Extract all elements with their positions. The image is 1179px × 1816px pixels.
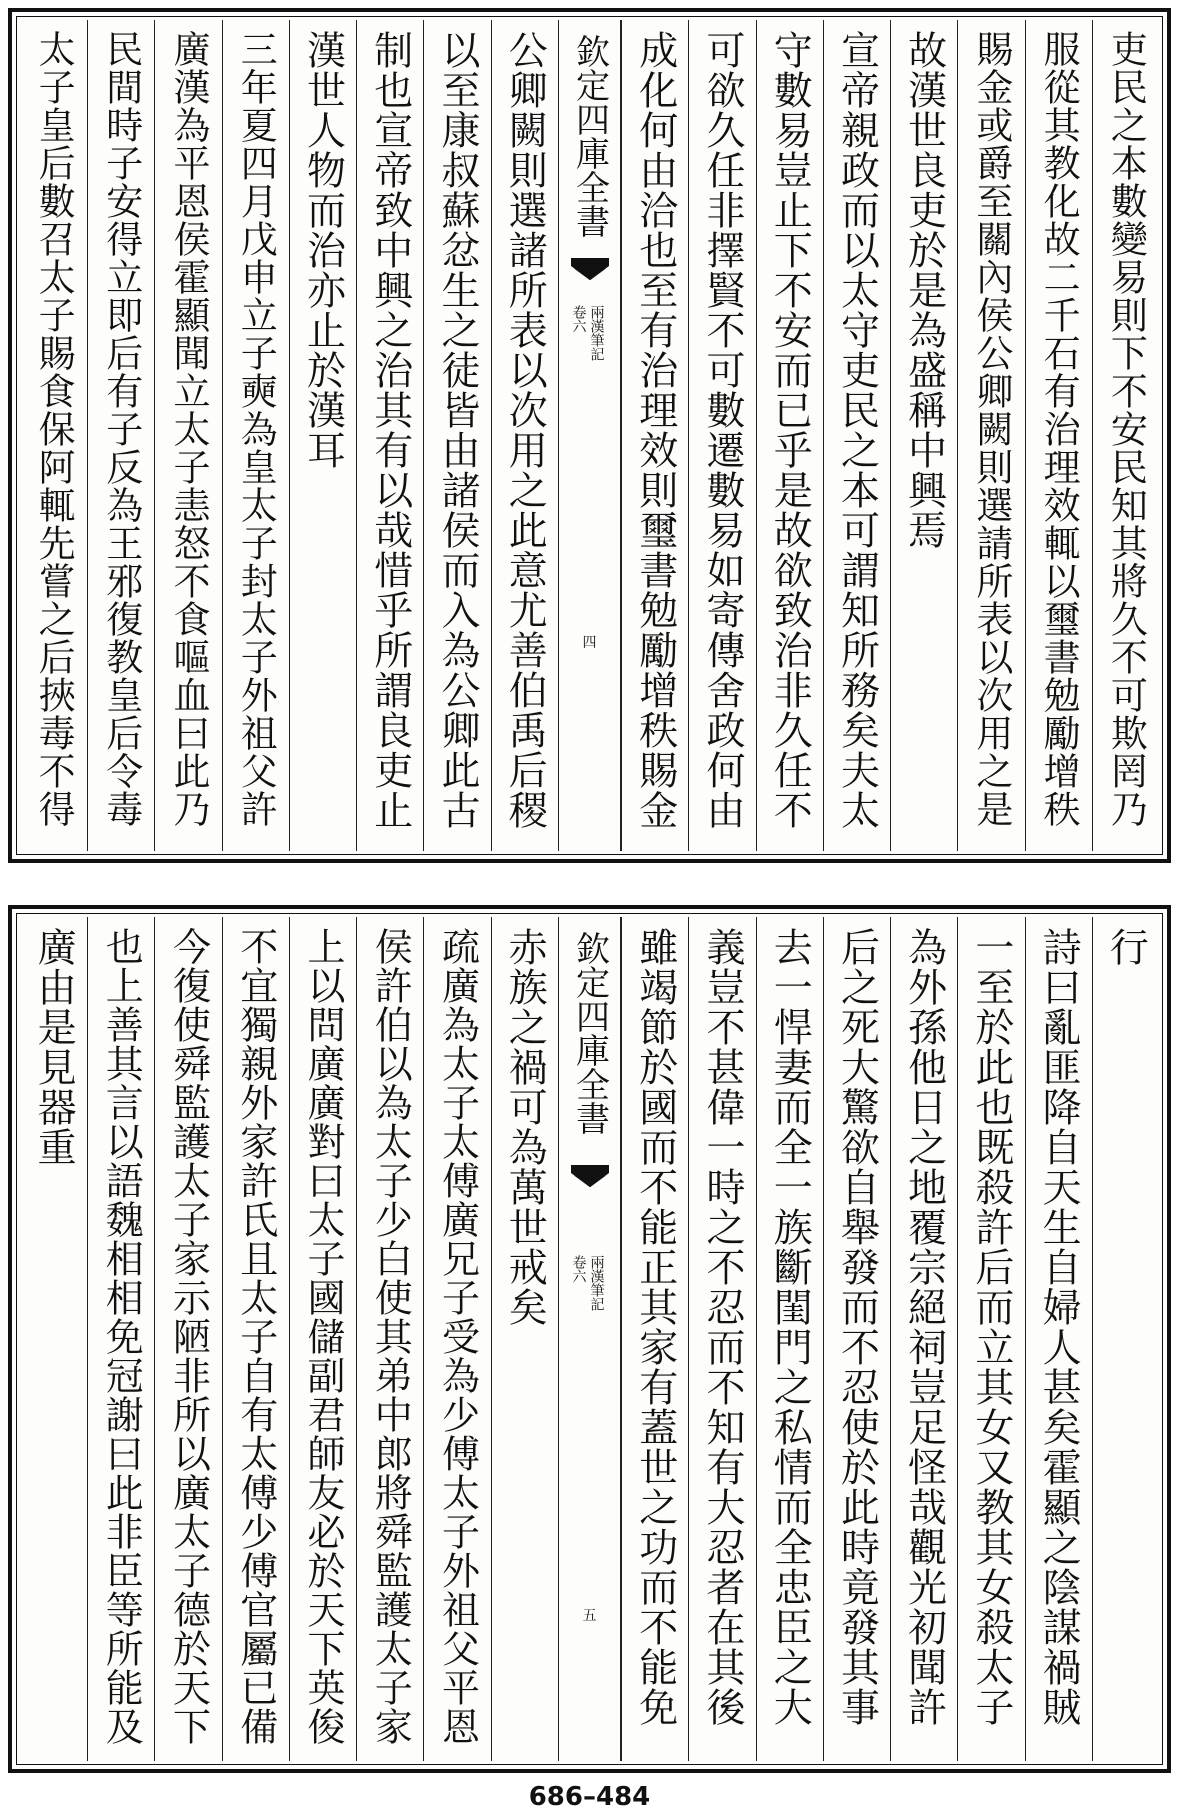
text-column <box>20 20 87 851</box>
text-column <box>222 20 289 851</box>
text-column <box>1092 20 1159 851</box>
column-text: 守數易豈止下不安而已乎是故欲致治非久任不 <box>767 30 813 830</box>
text-column <box>688 917 755 1761</box>
column-text: 漢世人物而治亦止於漢耳 <box>300 30 346 470</box>
column-text: 一至於此也既殺許后而立其女又教其女殺太子 <box>968 927 1014 1727</box>
text-column <box>423 917 490 1761</box>
text-column <box>1025 20 1092 851</box>
column-text: 廣漢為平恩侯霍顯聞立太子恚怒不食嘔血曰此乃 <box>167 30 211 828</box>
column-text: 廣由是見器重 <box>31 927 77 1167</box>
text-column <box>621 20 688 851</box>
folio-number: 四 <box>582 635 597 651</box>
text-column <box>756 917 823 1761</box>
text-column <box>1092 917 1159 1761</box>
column-text: 后之死大驚欲自舉發而不忍使於此時竟發其事 <box>834 927 880 1727</box>
text-column <box>87 20 154 851</box>
text-column <box>621 917 688 1761</box>
column-text: 詩曰亂匪降自天生自婦人甚矣霍顯之陰謀禍賊 <box>1036 927 1082 1727</box>
text-column <box>289 917 356 1761</box>
text-column <box>957 20 1024 851</box>
column-text: 公卿闕則選諸所表以次用之此意尤善伯禹后稷 <box>502 30 548 830</box>
text-column <box>957 917 1024 1761</box>
text-column <box>356 917 423 1761</box>
page-footer-number: 686–484 <box>528 1782 651 1812</box>
library-title: 欽定四庫全書 <box>569 34 610 238</box>
column-text: 制也宣帝致中興之治其有以哉惜乎所謂良吏止 <box>367 30 413 830</box>
text-column <box>289 20 356 851</box>
text-column <box>491 20 558 851</box>
book-title: 兩漢筆記 <box>588 305 605 361</box>
text-column <box>756 20 823 851</box>
upper-page-panel <box>8 8 1171 863</box>
library-title: 欽定四庫全書 <box>569 931 610 1135</box>
column-text: 上以問廣廣對曰太子國儲副君師友必於天下英俊 <box>301 927 345 1746</box>
fishtail-mark-icon <box>571 1165 609 1195</box>
text-column <box>491 917 558 1761</box>
column-text: 疏廣為太子太傅廣兄子受為少傅太子外祖父平恩 <box>435 927 480 1746</box>
text-column <box>423 20 490 851</box>
text-column <box>222 917 289 1761</box>
text-column <box>688 20 755 851</box>
column-text: 以至康叔蘇忿生之徒皆由諸侯而入為公卿此古 <box>434 30 480 830</box>
upper-columns <box>20 20 1159 851</box>
column-text: 今復使舜監護太子家示陋非所以廣太子德於天下 <box>166 927 211 1746</box>
text-column <box>356 20 423 851</box>
text-column <box>890 917 957 1761</box>
text-column <box>823 20 890 851</box>
center-fold-label <box>558 917 621 1761</box>
lower-columns <box>20 917 1159 1761</box>
column-text: 民間時子安得立即后有子反為王邪復教皇后令毒 <box>99 30 143 828</box>
fishtail-mark-icon <box>571 258 609 288</box>
column-text: 也上善其言以語魏相相免冠謝曰此非臣等所能及 <box>99 927 144 1746</box>
lower-page-panel <box>8 905 1171 1773</box>
column-text: 為外孫他日之地覆宗絕祠豈足怪哉觀光初聞許 <box>901 927 947 1727</box>
text-column <box>154 20 221 851</box>
volume-label: 卷六 <box>570 1255 587 1283</box>
column-text: 雖竭節於國而不能正其家有蓋世之功而不能免 <box>632 927 678 1727</box>
folio-number: 五 <box>582 1608 597 1624</box>
column-text: 侯許伯以為太子少白使其弟中郎將舜監護太子家 <box>368 927 413 1746</box>
column-text: 服從其教化故二千石有治理效輒以璽書勉勵增秩 <box>1037 30 1081 828</box>
column-text: 赤族之禍可為萬世戒矣 <box>502 927 548 1327</box>
column-text: 不宜獨親外家許氏且太子自有太傅少傅官屬已備 <box>233 927 278 1746</box>
text-column <box>20 917 87 1761</box>
column-text: 成化何由洽也至有治理效則璽書勉勵增秩賜金 <box>632 30 678 830</box>
column-text: 三年夏四月戊申立子奭為皇太子封太子外祖父許 <box>234 30 278 828</box>
column-text: 行 <box>1103 927 1149 967</box>
column-text: 去一悍妻而全一族斷閨門之私情而全忠臣之大 <box>767 927 813 1727</box>
column-text: 吏民之本數變易則下不安民知其將久不可欺罔乃 <box>1104 30 1148 828</box>
column-text: 可欲久任非擇賢不可數遷數易如寄傳舍政何由 <box>699 30 745 830</box>
column-text: 故漢世良吏於是為盛稱中興焉 <box>901 30 947 550</box>
text-column <box>823 917 890 1761</box>
column-text: 宣帝親政而以太守吏民之本可謂知所務矣夫太 <box>834 30 880 830</box>
book-title: 兩漢筆記 <box>588 1255 605 1311</box>
column-text: 賜金或爵至關內侯公卿闕則選請所表以次用之是 <box>969 30 1013 828</box>
volume-label: 卷六 <box>570 305 587 333</box>
text-column <box>87 917 154 1761</box>
text-column <box>1025 917 1092 1761</box>
column-text: 太子皇后數召太子賜食保阿輒先嘗之后挾毒不得 <box>32 30 76 828</box>
text-column <box>154 917 221 1761</box>
center-fold-label <box>558 20 621 851</box>
column-text: 義豈不甚偉一時之不忍而不知有大忍者在其後 <box>699 927 745 1727</box>
text-column <box>890 20 957 851</box>
